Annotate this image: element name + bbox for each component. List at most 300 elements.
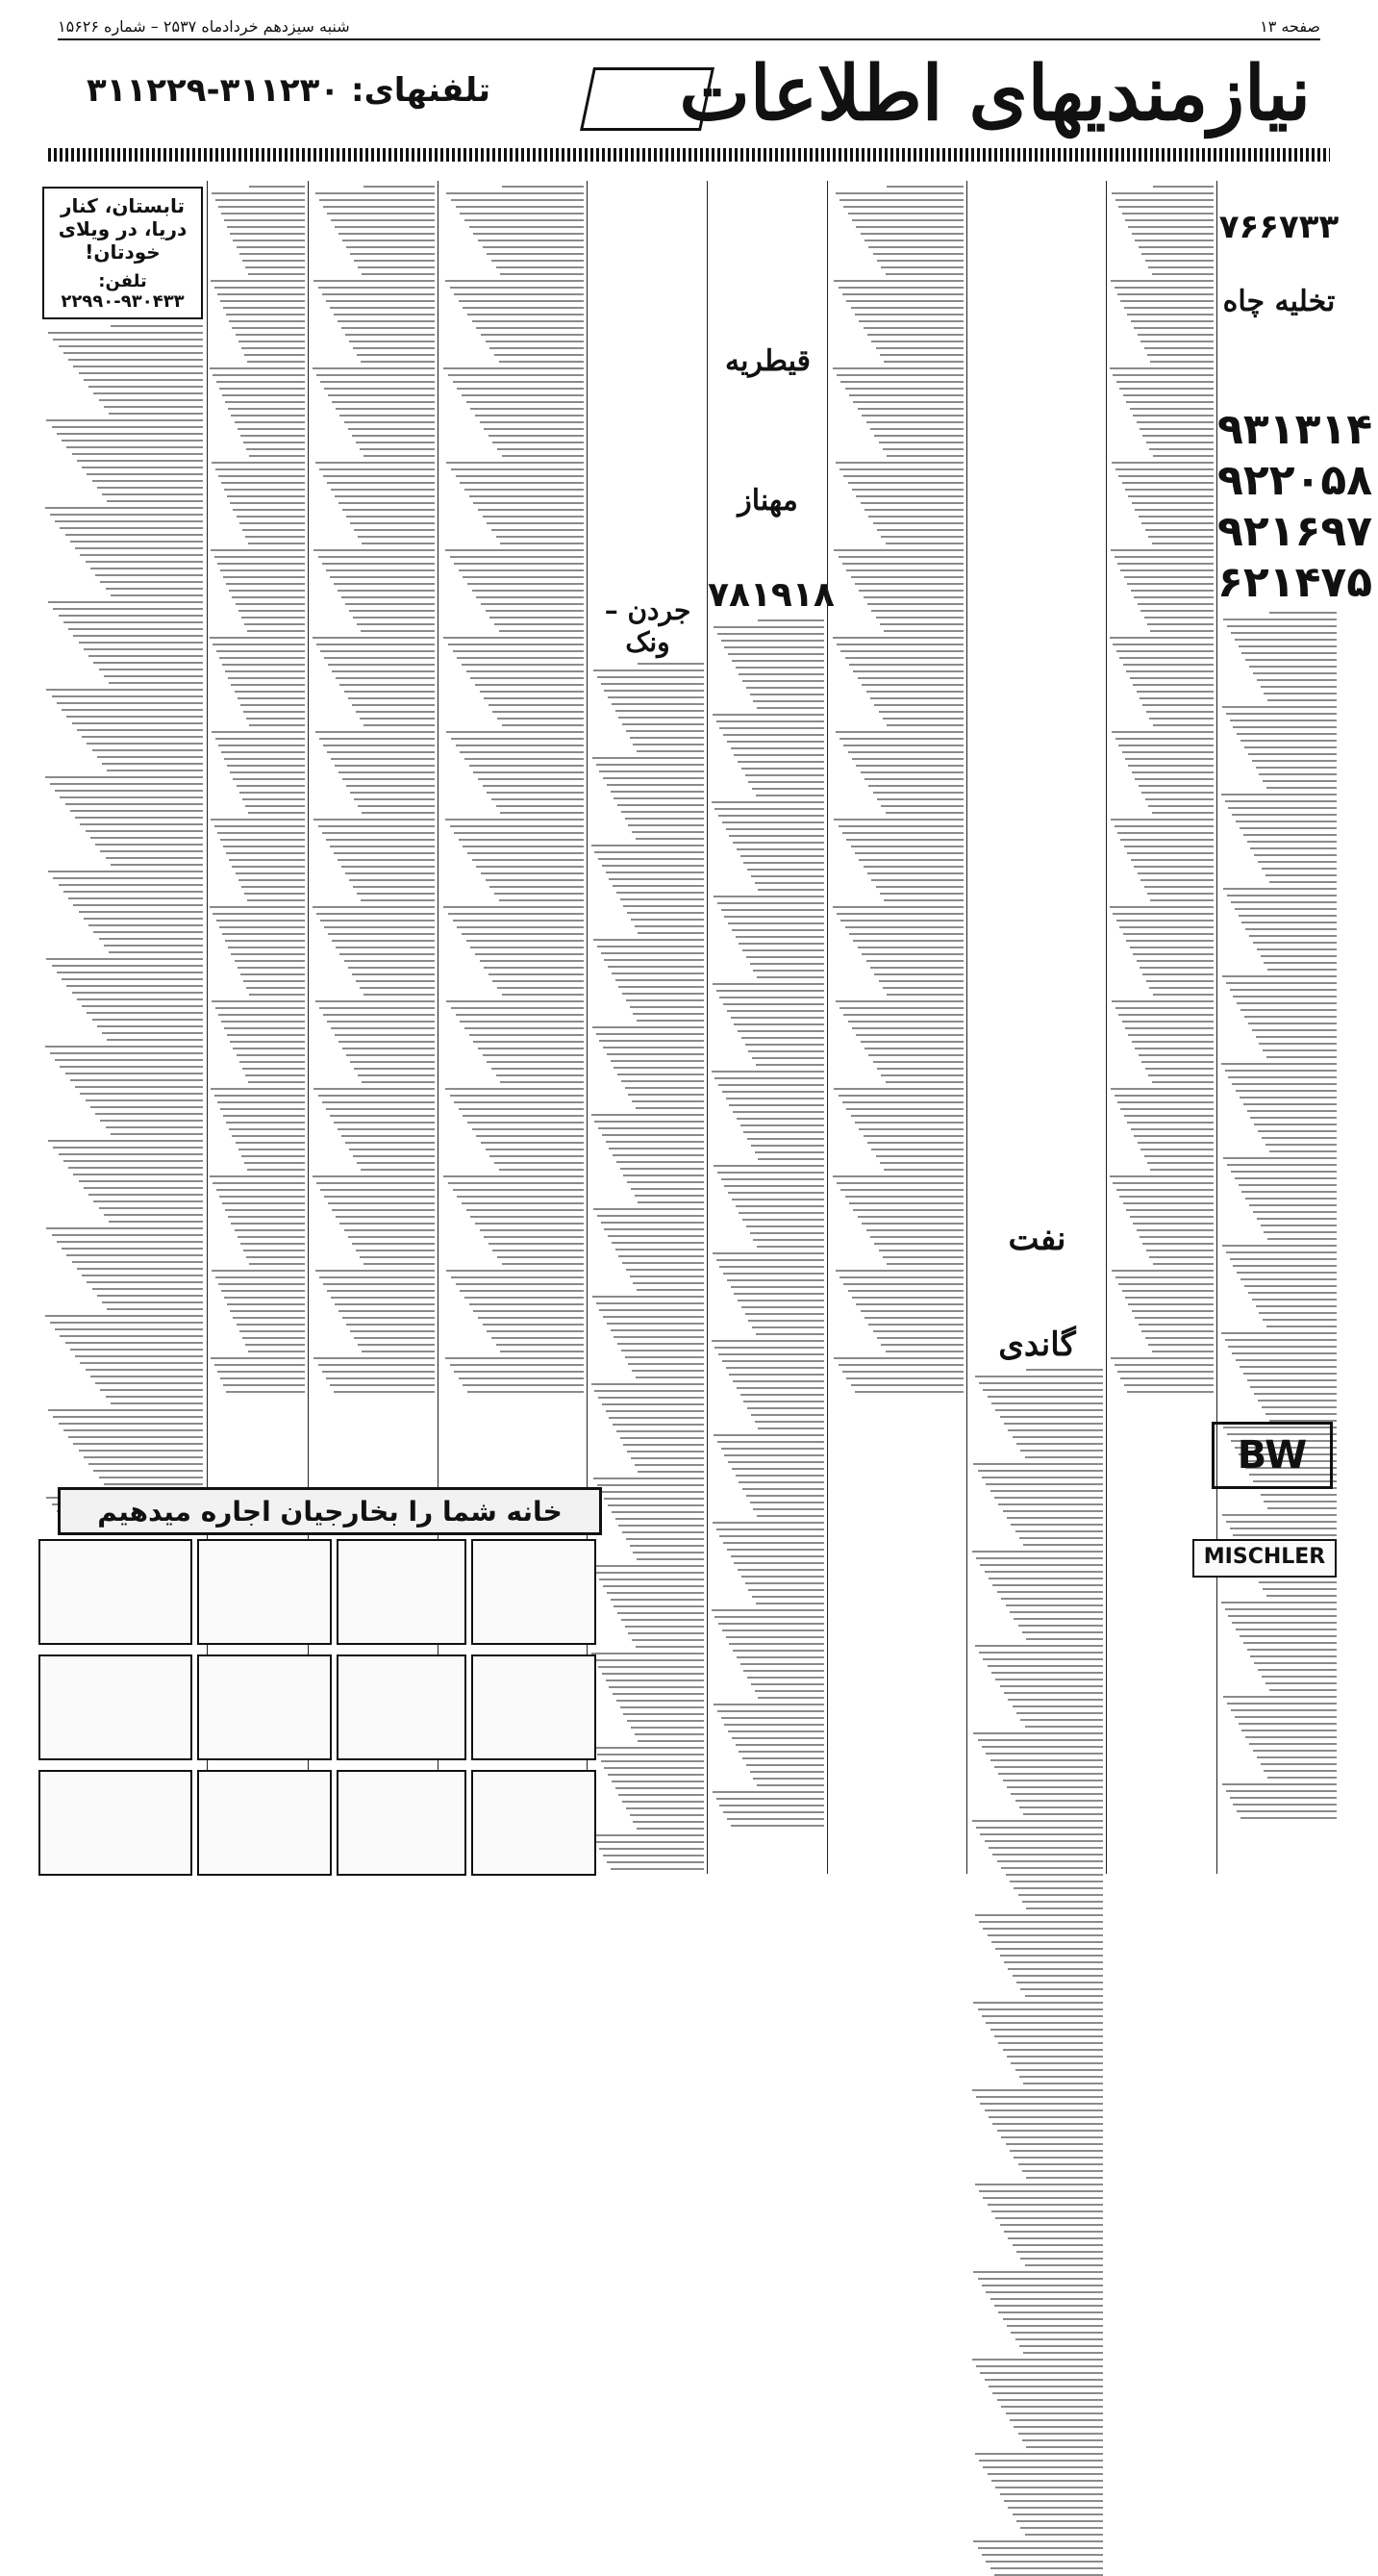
text-line — [1007, 2325, 1103, 2327]
rent-banner: خانه شما را بخارجیان اجاره میدهیم — [58, 1487, 602, 1535]
text-line — [1141, 1330, 1214, 1332]
text-line — [1138, 334, 1214, 336]
text-line — [225, 940, 305, 942]
text-line — [1265, 1144, 1337, 1146]
text-line — [483, 516, 584, 518]
text-line — [614, 1605, 704, 1607]
text-line — [861, 502, 964, 504]
text-line — [499, 899, 584, 901]
text-line — [220, 1377, 305, 1379]
text-line — [1131, 320, 1214, 322]
text-line — [980, 2103, 1103, 2105]
text-line — [1149, 987, 1214, 989]
text-line — [1000, 1955, 1103, 1957]
text-line — [475, 415, 584, 417]
text-line — [1004, 1961, 1103, 1963]
text-line — [84, 918, 203, 920]
text-line — [244, 1162, 305, 1164]
text-line — [238, 1236, 305, 1238]
text-line — [1269, 1150, 1337, 1152]
text-line — [212, 462, 305, 464]
text-line — [1123, 933, 1214, 935]
text-line — [852, 1027, 964, 1029]
text-line — [980, 2372, 1103, 2374]
text-line — [497, 1256, 584, 1258]
text-line — [99, 399, 204, 401]
text-line — [638, 1740, 704, 1742]
text-line — [615, 1249, 705, 1250]
text-line — [457, 388, 584, 390]
text-line — [363, 1263, 435, 1265]
text-line — [733, 842, 824, 844]
text-line — [50, 1322, 203, 1324]
text-line — [494, 623, 584, 625]
text-line — [834, 280, 964, 282]
display-ad-11 — [337, 1770, 466, 1876]
text-line — [747, 1138, 824, 1140]
text-line — [887, 994, 964, 996]
text-line — [866, 421, 965, 423]
text-line — [755, 1421, 825, 1423]
text-line — [68, 897, 203, 899]
text-line — [315, 1270, 435, 1272]
text-line — [727, 1549, 824, 1551]
text-line — [212, 192, 305, 194]
text-line — [990, 2567, 1103, 2569]
text-line — [1126, 670, 1214, 672]
text-line — [84, 379, 203, 381]
text-line — [236, 334, 305, 336]
text-line — [315, 1000, 435, 1002]
text-line — [1254, 1393, 1337, 1395]
text-line — [1126, 401, 1214, 403]
text-line — [1011, 2062, 1103, 2064]
text-line — [241, 347, 305, 349]
text-line — [985, 1571, 1103, 1573]
text-line — [1247, 1649, 1337, 1651]
text-line — [480, 960, 585, 962]
text-line — [1113, 1182, 1214, 1184]
text-line — [1125, 1297, 1214, 1299]
text-line — [592, 1565, 704, 1567]
text-line — [1003, 2049, 1103, 2051]
text-line — [868, 246, 964, 248]
text-line — [598, 858, 704, 860]
text-line — [335, 226, 435, 228]
text-line — [230, 233, 305, 235]
text-line — [601, 1222, 705, 1224]
text-line — [336, 677, 435, 679]
text-line — [502, 1263, 584, 1265]
text-line — [988, 1665, 1103, 1667]
text-line — [484, 967, 584, 969]
text-line — [1126, 940, 1214, 942]
text-line — [361, 361, 435, 363]
text-line — [224, 489, 305, 491]
text-line — [215, 468, 305, 470]
text-line — [597, 1754, 704, 1755]
service-number-4: ۶۲۱۴۷۵ — [1217, 558, 1373, 607]
text-line — [883, 1256, 964, 1258]
text-line — [1253, 1750, 1337, 1752]
text-line — [345, 872, 435, 874]
text-line — [1008, 1699, 1103, 1701]
masthead-rule — [48, 148, 1330, 162]
text-line — [93, 931, 203, 933]
display-ad-3 — [337, 1539, 466, 1645]
text-line — [1140, 341, 1214, 342]
text-line — [1146, 442, 1214, 443]
text-line — [622, 723, 704, 725]
text-line — [1125, 1027, 1214, 1029]
text-line — [1133, 684, 1214, 686]
text-line — [853, 1209, 964, 1211]
text-line — [613, 1424, 704, 1426]
text-line — [55, 1328, 203, 1330]
text-line — [353, 347, 435, 349]
text-line — [871, 879, 964, 881]
text-line — [851, 1384, 964, 1386]
text-line — [1134, 327, 1214, 329]
text-line — [358, 266, 435, 268]
text-line — [454, 832, 584, 834]
text-line — [991, 2480, 1103, 2482]
text-line — [627, 1451, 704, 1452]
text-line — [1001, 1867, 1103, 1869]
text-line — [492, 1250, 584, 1251]
text-line — [323, 1014, 435, 1016]
text-line — [852, 219, 964, 221]
text-line — [1003, 1510, 1103, 1512]
text-line — [473, 233, 584, 235]
text-line — [983, 1389, 1103, 1391]
text-line — [456, 1014, 584, 1016]
text-line — [331, 1297, 435, 1299]
text-line — [620, 1437, 705, 1439]
text-line — [489, 1243, 584, 1245]
text-line — [856, 1303, 964, 1305]
text-line — [637, 1828, 704, 1830]
text-line — [713, 1252, 824, 1254]
text-line — [858, 677, 964, 679]
text-line — [627, 912, 704, 914]
text-line — [75, 1086, 203, 1088]
text-line — [758, 1158, 824, 1160]
text-line — [231, 684, 305, 686]
text-line — [88, 655, 203, 657]
text-line — [1003, 1780, 1103, 1781]
text-line — [231, 953, 305, 955]
text-line — [849, 933, 964, 935]
text-line — [52, 1234, 204, 1236]
text-line — [597, 1484, 704, 1486]
text-line — [609, 1417, 704, 1419]
text-line — [320, 920, 435, 922]
text-line — [717, 1172, 824, 1174]
column-8 — [966, 181, 1107, 1874]
text-line — [1115, 1095, 1215, 1097]
text-line — [1019, 2345, 1103, 2347]
text-line — [473, 771, 584, 773]
text-line — [717, 1441, 824, 1443]
text-line — [220, 839, 305, 841]
text-line — [1228, 1076, 1337, 1078]
text-line — [1115, 1007, 1214, 1009]
text-line — [1008, 1429, 1103, 1431]
text-line — [859, 859, 964, 861]
text-line — [446, 462, 584, 464]
text-line — [976, 1557, 1103, 1559]
text-line — [755, 1690, 825, 1692]
text-line — [1223, 1157, 1337, 1159]
text-line — [328, 394, 435, 396]
text-line — [358, 536, 435, 538]
text-line — [66, 446, 203, 448]
text-line — [1241, 1191, 1337, 1193]
page-header — [58, 13, 1320, 40]
text-line — [992, 2392, 1103, 2394]
text-line — [986, 2022, 1103, 2024]
text-line — [1221, 794, 1337, 796]
text-line — [338, 320, 435, 322]
text-line — [363, 186, 435, 188]
text-line — [100, 581, 203, 583]
text-line — [986, 1753, 1103, 1755]
text-line — [241, 617, 305, 619]
text-line — [466, 401, 584, 403]
text-line — [225, 670, 305, 672]
text-line — [50, 1052, 203, 1054]
text-line — [728, 922, 824, 924]
text-line — [222, 394, 305, 396]
text-line — [1119, 1196, 1214, 1198]
classified-text — [438, 186, 588, 1393]
text-line — [998, 1773, 1103, 1775]
text-line — [227, 495, 305, 497]
text-line — [1264, 1501, 1337, 1503]
text-line — [212, 1000, 305, 1002]
text-line — [217, 293, 305, 295]
text-line — [1259, 1043, 1337, 1045]
text-line — [494, 1162, 584, 1164]
text-line — [609, 1686, 704, 1688]
text-line — [243, 1250, 305, 1251]
text-line — [856, 495, 964, 497]
text-line — [994, 1766, 1103, 1768]
text-line — [53, 1416, 203, 1418]
text-line — [630, 737, 705, 739]
text-line — [1146, 980, 1214, 982]
text-line — [229, 859, 305, 861]
text-line — [90, 1106, 203, 1108]
text-line — [1232, 814, 1337, 816]
text-line — [1231, 901, 1337, 903]
text-line — [356, 442, 435, 443]
text-line — [753, 1508, 824, 1510]
display-ad-9 — [38, 1770, 192, 1876]
text-line — [226, 852, 305, 854]
text-line — [472, 1128, 584, 1130]
text-line — [839, 1364, 965, 1366]
text-line — [453, 381, 584, 383]
text-line — [228, 1216, 305, 1218]
text-line — [450, 825, 585, 827]
text-line — [742, 1219, 824, 1221]
text-line — [593, 1477, 704, 1479]
text-line — [239, 792, 305, 794]
text-line — [625, 818, 705, 820]
text-line — [1139, 785, 1214, 787]
text-line — [1243, 834, 1337, 836]
text-line — [626, 999, 704, 1001]
text-line — [1110, 367, 1214, 369]
text-line — [1112, 1270, 1214, 1272]
text-line — [1118, 475, 1214, 477]
text-line — [839, 1095, 965, 1097]
text-line — [1252, 1299, 1337, 1301]
text-line — [1241, 652, 1337, 654]
text-line — [746, 1495, 824, 1497]
text-line — [362, 543, 435, 544]
text-line — [622, 1262, 704, 1264]
ghatriyeh-heading: قیطریه — [725, 344, 811, 378]
text-line — [245, 266, 305, 268]
text-line — [979, 1382, 1103, 1384]
text-line — [352, 973, 435, 975]
text-line — [732, 1737, 824, 1739]
text-line — [1018, 1894, 1103, 1896]
text-line — [65, 534, 204, 536]
text-line — [247, 899, 305, 901]
text-line — [630, 1006, 705, 1008]
text-line — [1233, 1534, 1337, 1536]
text-line — [887, 455, 964, 457]
text-line — [839, 825, 965, 827]
text-line — [884, 361, 964, 363]
text-line — [322, 832, 435, 834]
text-line — [86, 830, 204, 832]
text-line — [845, 657, 964, 659]
text-line — [975, 2184, 1103, 2185]
text-line — [756, 1333, 824, 1335]
text-line — [218, 1014, 305, 1016]
text-line — [975, 1914, 1103, 1916]
text-line — [100, 850, 203, 852]
text-line — [77, 998, 203, 1000]
text-line — [481, 1142, 584, 1144]
text-line — [354, 260, 435, 262]
text-line — [360, 987, 435, 989]
text-line — [328, 664, 435, 666]
text-line — [1225, 1339, 1337, 1341]
text-line — [104, 406, 203, 408]
text-line — [470, 408, 584, 410]
text-line — [1115, 825, 1215, 827]
text-line — [622, 993, 704, 995]
text-line — [737, 1656, 824, 1658]
text-line — [238, 967, 305, 969]
text-line — [313, 819, 435, 821]
text-line — [747, 1677, 824, 1679]
text-line — [63, 621, 203, 623]
text-line — [338, 233, 435, 235]
text-line — [59, 1153, 204, 1155]
text-line — [109, 682, 203, 684]
text-line — [82, 1275, 203, 1276]
text-line — [880, 623, 964, 625]
text-line — [362, 812, 435, 814]
text-line — [1006, 1604, 1104, 1606]
text-line — [497, 718, 584, 720]
text-line — [492, 980, 584, 982]
text-line — [446, 1000, 584, 1002]
text-line — [239, 1330, 305, 1332]
text-line — [212, 1270, 305, 1272]
text-line — [846, 1108, 964, 1110]
text-line — [1145, 529, 1214, 531]
text-line — [1135, 1048, 1214, 1049]
text-line — [1116, 381, 1214, 383]
text-line — [612, 972, 704, 974]
text-line — [346, 1324, 435, 1326]
text-line — [856, 226, 964, 228]
text-line — [612, 1511, 704, 1513]
text-line — [736, 1205, 825, 1207]
text-line — [338, 590, 435, 592]
text-line — [883, 987, 964, 989]
text-line — [722, 1091, 824, 1093]
text-line — [858, 408, 964, 410]
text-line — [92, 1019, 204, 1021]
text-line — [1258, 861, 1337, 863]
text-line — [979, 2460, 1103, 2462]
text-line — [1001, 1598, 1103, 1600]
text-line — [618, 1525, 704, 1527]
text-line — [90, 1376, 203, 1377]
text-line — [63, 1160, 203, 1162]
text-line — [450, 1095, 585, 1097]
text-line — [721, 909, 825, 911]
text-line — [245, 1074, 305, 1076]
text-line — [106, 1126, 204, 1128]
text-line — [53, 877, 203, 879]
display-ad-5 — [38, 1654, 192, 1760]
text-line — [862, 415, 964, 417]
text-line — [60, 527, 203, 529]
text-line — [718, 815, 824, 817]
text-line — [988, 2473, 1103, 2475]
text-line — [606, 871, 705, 873]
text-line — [248, 812, 305, 814]
text-line — [978, 2547, 1104, 2549]
text-line — [86, 1099, 204, 1101]
text-line — [874, 1243, 964, 1245]
text-line — [470, 677, 584, 679]
text-line — [1135, 509, 1214, 511]
text-line — [354, 1337, 435, 1339]
text-line — [851, 1115, 964, 1117]
text-line — [246, 718, 305, 720]
text-line — [876, 1155, 964, 1157]
text-line — [738, 1300, 824, 1301]
text-line — [1247, 1379, 1337, 1381]
text-line — [1133, 415, 1214, 417]
text-line — [218, 1283, 305, 1285]
text-line — [758, 1697, 824, 1699]
text-line — [249, 186, 305, 188]
text-line — [608, 1504, 704, 1506]
text-line — [75, 1355, 203, 1357]
